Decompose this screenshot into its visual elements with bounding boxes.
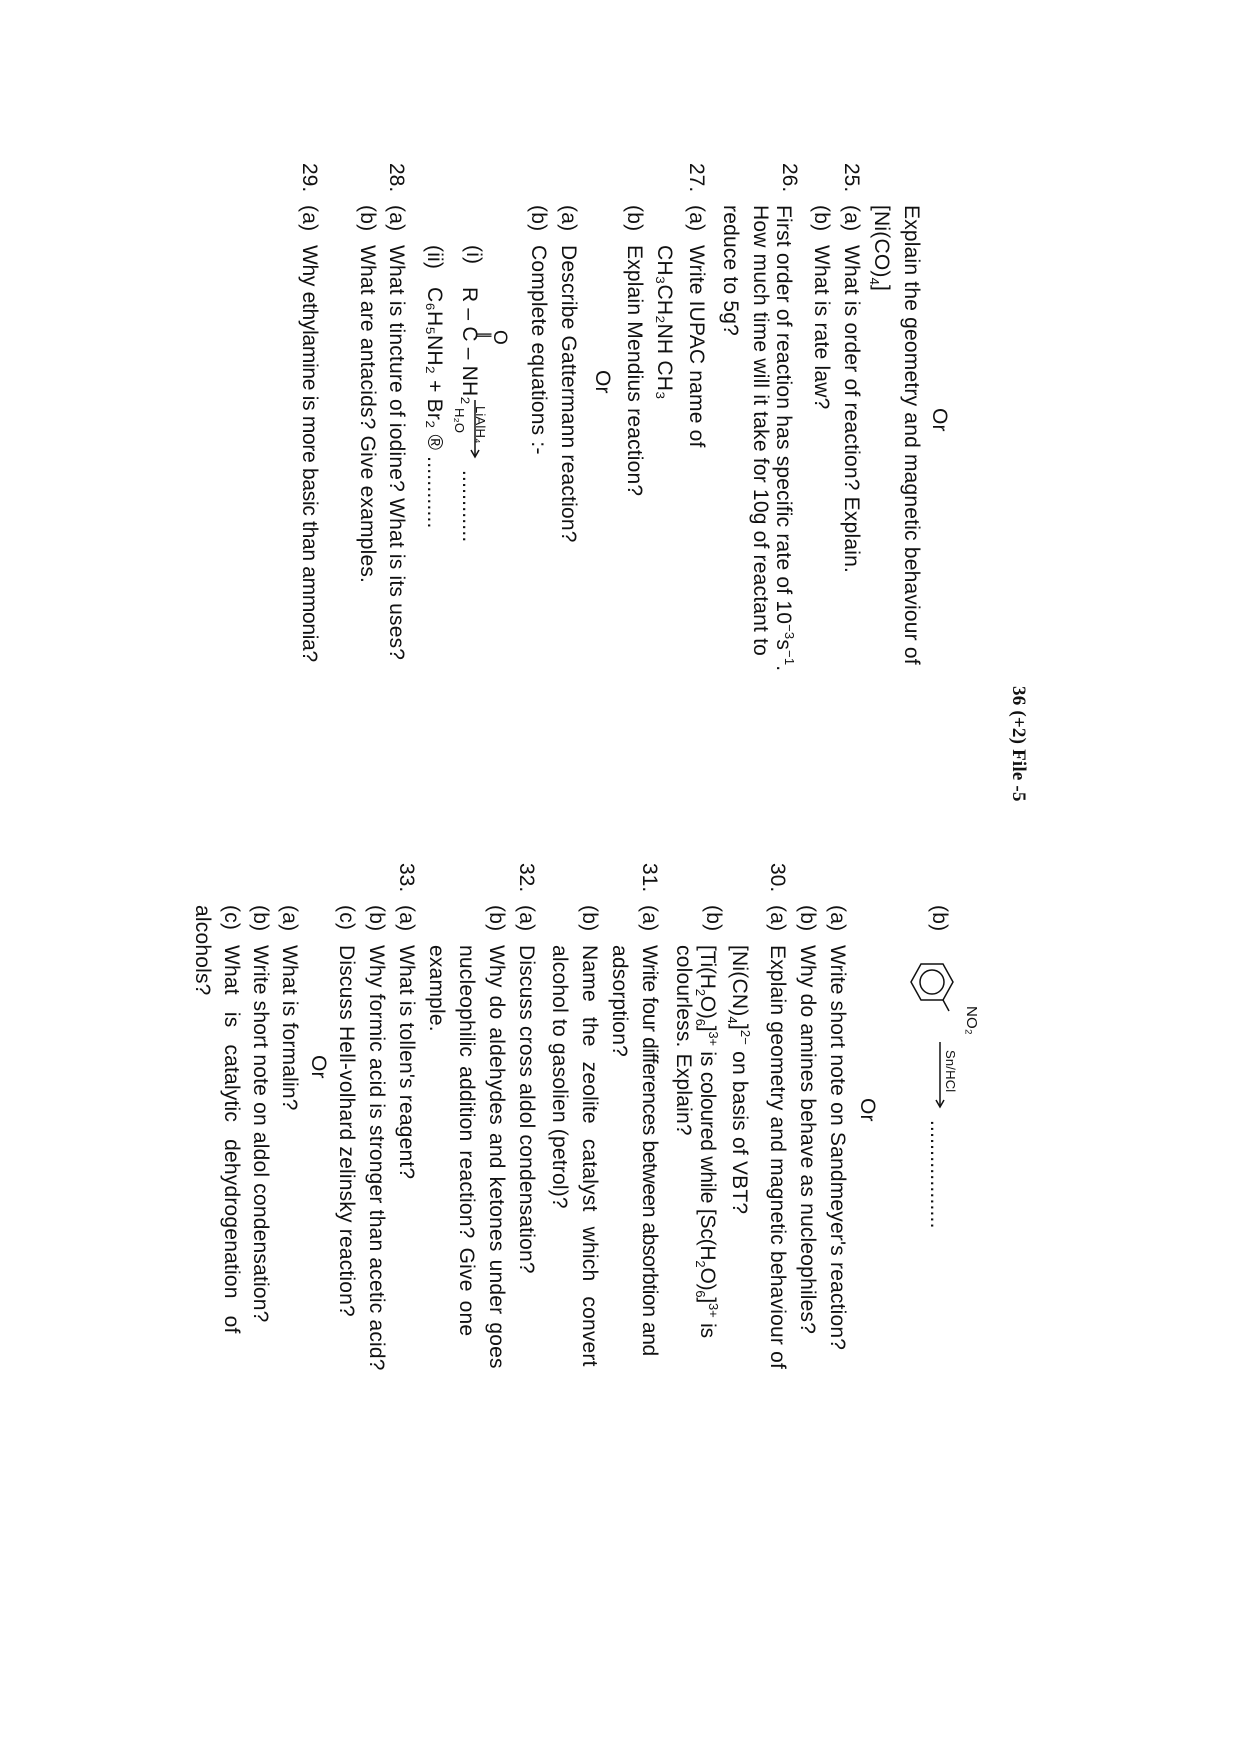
eq-ii-text: C₆H₅NH₂ + Br₂ ® ............ [423, 287, 446, 529]
subq-label: (b) [527, 205, 550, 232]
subq-label: (b) [796, 905, 819, 932]
subq-label: (b) [356, 205, 379, 232]
reaction-arrow [934, 1042, 946, 1112]
eq-label: (i) [462, 245, 485, 265]
reagent-bottom: H₂O [452, 408, 467, 434]
q30a-text-line2: $[Ni(CN)_4]^{2-}$ on basis of VBT? [725, 945, 753, 1215]
q26-text-line3: reduce to 5g? [719, 205, 742, 337]
q33f-text-line2: alcohols? [191, 905, 214, 996]
page-header: 36 (+2) File -5 [1008, 686, 1029, 802]
double-bond: || [476, 332, 493, 337]
or-separator: Or [856, 1098, 879, 1122]
question-number: 26. [778, 163, 801, 193]
question-number: 27. [685, 163, 708, 193]
or-separator: Or [307, 1055, 330, 1079]
q31b-text-line1: Name the zeolite catalyst which convert [578, 945, 601, 1367]
q30b-text-line2: colourless. Explain? [672, 945, 695, 1136]
subq-label: (c) [220, 905, 243, 931]
subq-label: (a) [766, 905, 789, 932]
question-number: 32. [515, 863, 538, 893]
q28b-text: What are antacids? Give examples. [356, 245, 379, 584]
subq-label: (b) [928, 905, 951, 932]
q24b-text-line2: $[Ni(CO)_4]$ [867, 205, 893, 292]
subq-label: (a) [515, 905, 538, 932]
q32b-text-line3: example. [425, 945, 448, 1032]
eq-reactant: R – C – NH₂ [458, 287, 481, 405]
subq-label: (a) [385, 205, 408, 232]
reagent-top: LiAlH₄ [473, 406, 488, 444]
or-separator: Or [928, 408, 951, 432]
or-separator: Or [591, 370, 614, 394]
nitro-group-label: NO₂ [963, 1006, 980, 1035]
question-number: 28. [385, 163, 408, 193]
eq-dots: ............ [458, 470, 481, 543]
reaction-arrow [469, 400, 481, 462]
q32b-text-line1: Why do aldehydes and ketones under goes [485, 945, 508, 1369]
subq-label: (a) [278, 905, 301, 932]
q33e-text: Write short note on aldol condensation? [249, 945, 272, 1323]
subq-label: (a) [685, 205, 708, 232]
q27b-text: Explain Mendius reaction? [623, 245, 646, 497]
nitro-dots: .................. [926, 1120, 949, 1229]
q27a-text: Write IUPAC name of [685, 245, 708, 448]
q24b-text-line1: Explain the geometry and magnetic behaviour of [900, 205, 923, 665]
q33d-text: What is formalin? [278, 945, 301, 1111]
q33a-text: What is tollen's reagent? [395, 945, 418, 1180]
subq-label: (b) [249, 905, 272, 932]
q30b-text-line1: $[Ti(H_2O)_6]^{3+}$ is coloured while $[Sc(H_2O)_6]^{3+}$ is [693, 945, 721, 1338]
q27c-text: Describe Gattermann reaction? [557, 245, 580, 543]
question-number: 29. [298, 163, 321, 193]
subq-label: (a) [395, 905, 418, 932]
subq-label: (a) [826, 905, 849, 932]
q31a-text-line1: Write four differences between absorbtion and [638, 945, 661, 1356]
nitro-reagent: Sn/HCl [943, 1050, 958, 1093]
q31b-text-line2: alcohol to gasolien (petrol)? [548, 945, 571, 1209]
subq-label: (b) [365, 905, 388, 932]
subq-label: (a) [557, 205, 580, 232]
question-number: 25. [840, 163, 863, 193]
question-number: 33. [395, 863, 418, 893]
q27d-text: Complete equations :- [527, 245, 550, 455]
carbonyl-oxygen: O [489, 330, 510, 345]
subq-label: (b) [578, 905, 601, 932]
q31a-text-line2: adsorption? [608, 945, 631, 1057]
q30a-text-line1: Explain geometry and magnetic behaviour of [766, 945, 789, 1369]
subq-label: (b) [485, 905, 508, 932]
subq-label: (b) [810, 205, 833, 232]
q27a-formula: CH₃CH₂NH CH₃ [653, 245, 676, 400]
question-number: 31. [638, 863, 661, 893]
q29a-text: Why ethylamine is more basic than ammonia? [298, 245, 321, 662]
q26-text-line2: How much time will it take for 10g of reactant to [749, 205, 772, 656]
subq-label: (a) [638, 905, 661, 932]
q32a-text: Discuss cross aldol condensation? [515, 945, 538, 1274]
q33f-text-line1: What is catalytic dehydrogenation of [220, 945, 243, 1334]
q32b-text-line2: nucleophilic addition reaction? Give one [455, 945, 478, 1337]
subq-label: (a) [840, 205, 863, 232]
q33b-text: Why formic acid is stronger than acetic acid? [365, 945, 388, 1371]
q29d-text: Why do amines behave as nucleophiles? [796, 945, 819, 1335]
q29c-text: Write short note on Sandmeyer's reaction? [826, 945, 849, 1351]
q33c-text: Discuss Hell-volhard zelinsky reaction? [335, 945, 358, 1317]
subq-label: (b) [702, 905, 725, 932]
subq-label: (b) [623, 205, 646, 232]
subq-label: (c) [335, 905, 358, 931]
q25b-text: What is rate law? [810, 245, 833, 410]
eq-label: (ii) [423, 245, 446, 270]
q25a-text: What is order of reaction? Explain. [840, 245, 863, 573]
question-number: 30. [766, 863, 789, 893]
q28a-text: What is tincture of iodine? What is its uses? [385, 245, 408, 661]
q26-text-line1: First order of reaction has specific rate of $10^{-3}s^{-1}$. [772, 205, 797, 672]
subq-label: (a) [298, 205, 321, 232]
